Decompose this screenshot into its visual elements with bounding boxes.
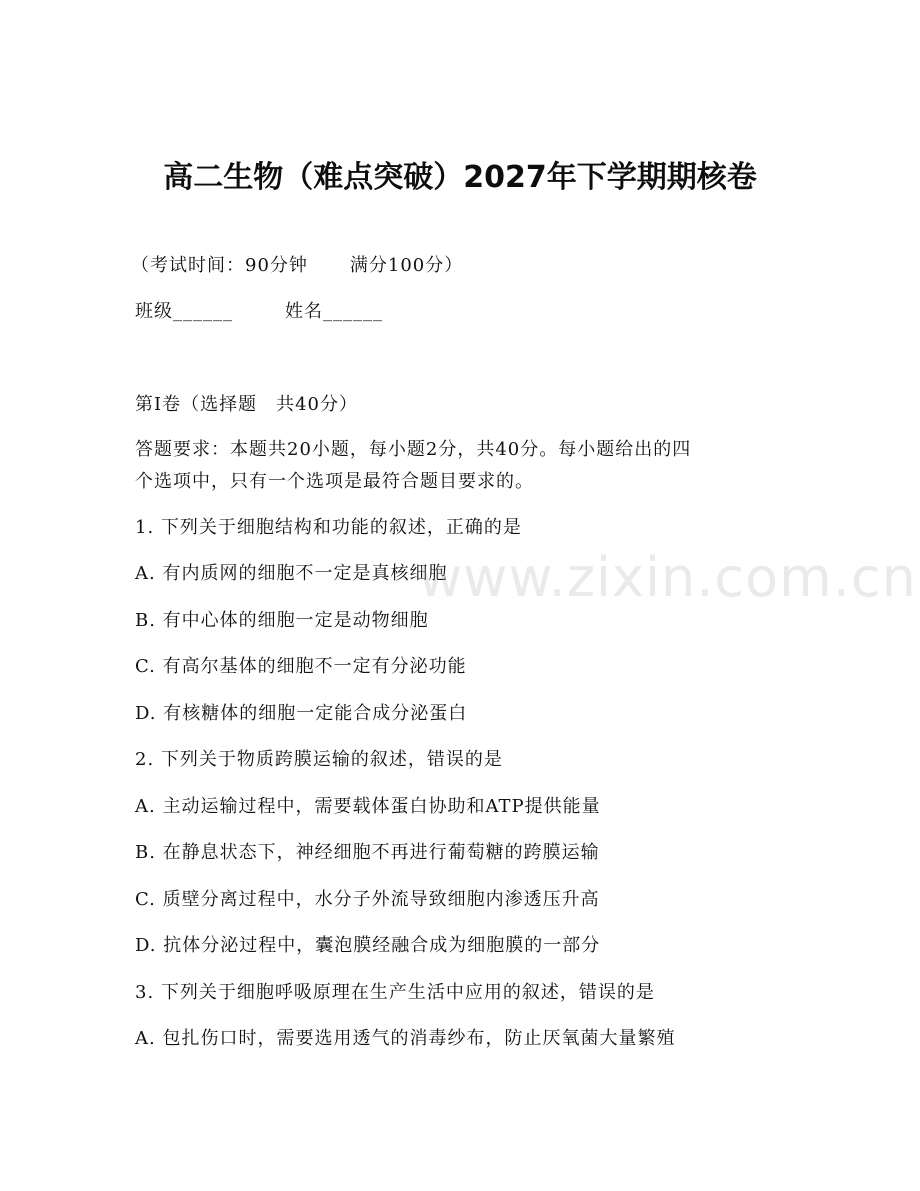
question-1-option-b: B. 有中心体的细胞一定是动物细胞 [135, 610, 429, 631]
question-1-option-c: C. 有高尔基体的细胞不一定有分泌功能 [135, 656, 467, 677]
question-1-option-d: D. 有核糖体的细胞一定能合成分泌蛋白 [135, 703, 468, 724]
instructions-line-1: 答题要求：本题共20小题，每小题2分，共40分。每小题给出的四 [135, 439, 692, 460]
question-2-option-d: D. 抗体分泌过程中，囊泡膜经融合成为细胞膜的一部分 [135, 935, 601, 956]
question-3-stem: 3. 下列关于细胞呼吸原理在生产生活中应用的叙述，错误的是 [135, 982, 655, 1003]
question-1-option-a: A. 有内质网的细胞不一定是真核细胞 [135, 563, 448, 584]
section-heading: 第Ⅰ卷（选择题 共40分） [135, 394, 359, 415]
question-2-option-b: B. 在静息状态下，神经细胞不再进行葡萄糖的跨膜运输 [135, 842, 600, 863]
exam-score: 满分100分） [349, 255, 464, 276]
question-3-option-a: A. 包扎伤口时，需要选用透气的消毒纱布，防止厌氧菌大量繁殖 [135, 1028, 676, 1049]
class-field: 班级______ [135, 301, 233, 322]
watermark: www.zixin.com.cn [418, 546, 917, 609]
exam-info [131, 254, 463, 278]
question-2-option-c: C. 质壁分离过程中，水分子外流导致细胞内渗透压升高 [135, 889, 600, 910]
instructions-line-2: 个选项中，只有一个选项是最符合题目要求的。 [135, 471, 534, 492]
name-field: 姓名______ [285, 301, 383, 322]
document-title: 高二生物（难点突破）2027年下学期期核卷 [163, 160, 757, 195]
question-2-option-a: A. 主动运输过程中，需要载体蛋白协助和ATP提供能量 [135, 796, 601, 817]
question-2-stem: 2. 下列关于物质跨膜运输的叙述，错误的是 [135, 749, 503, 770]
student-fields [135, 300, 383, 324]
question-1-stem: 1. 下列关于细胞结构和功能的叙述，正确的是 [135, 517, 522, 538]
exam-time: （考试时间：90分钟 [131, 255, 308, 276]
